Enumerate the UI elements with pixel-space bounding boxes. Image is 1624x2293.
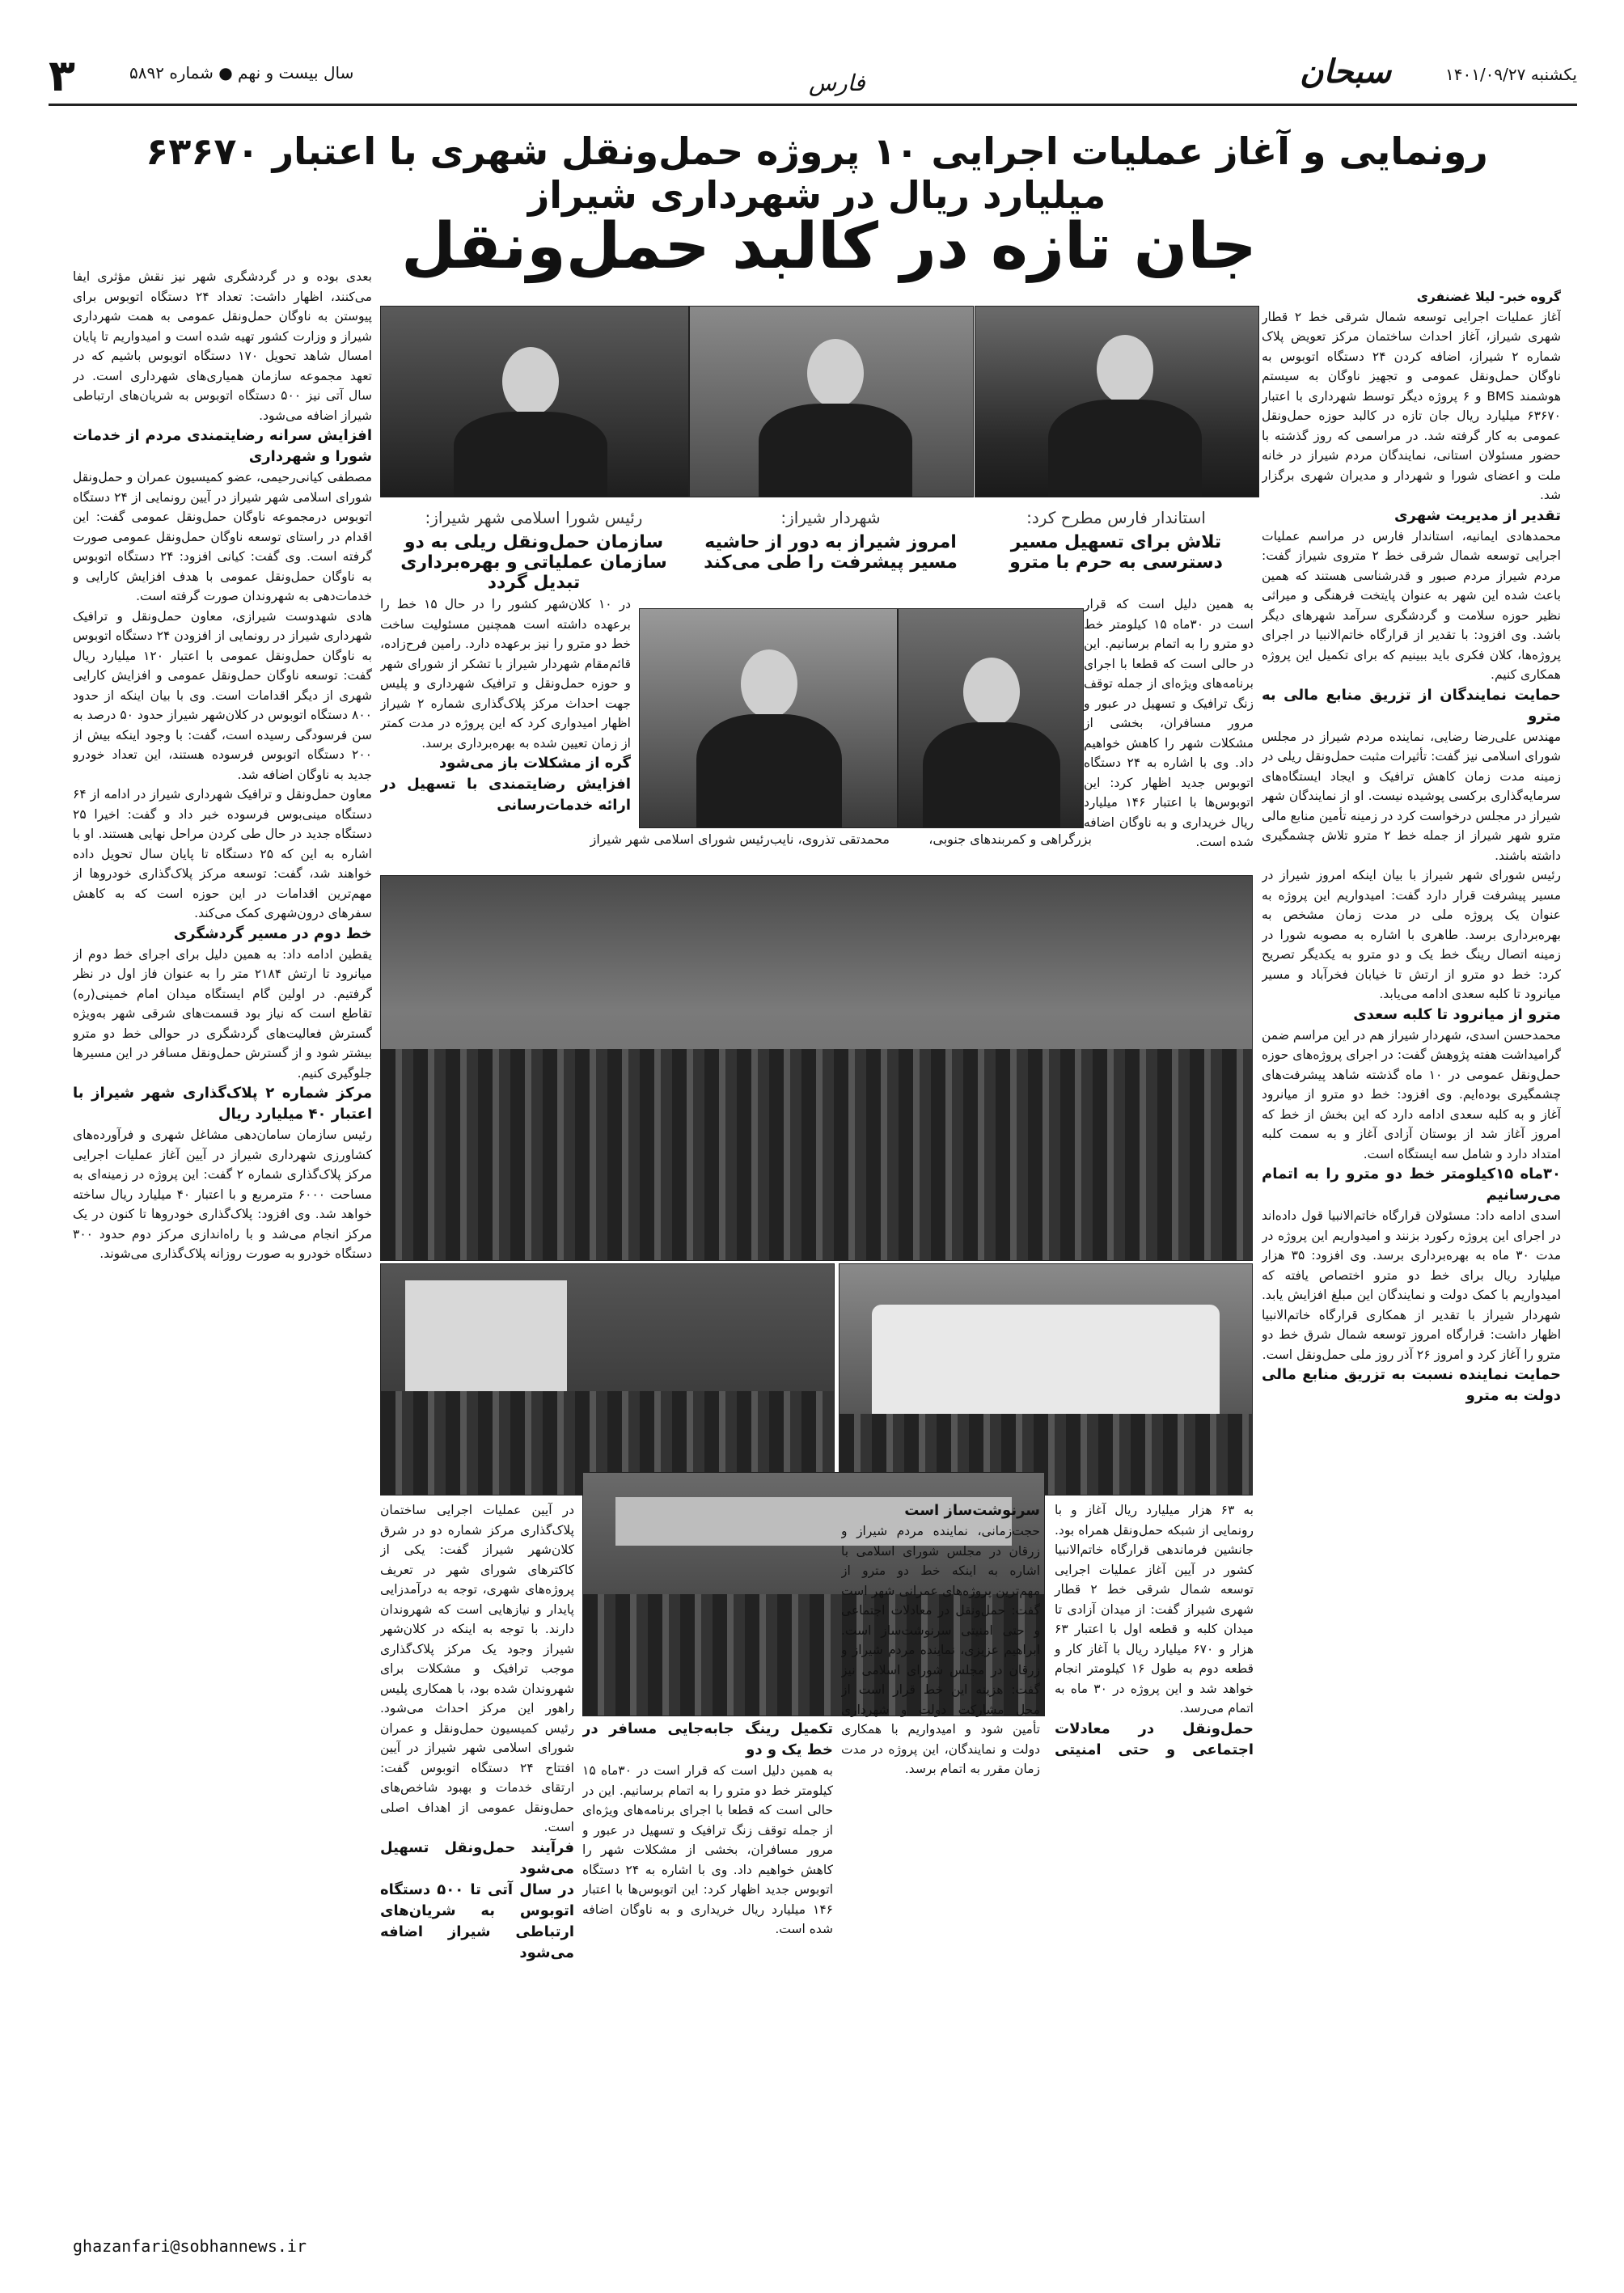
caption-council bbox=[380, 508, 687, 593]
body-paragraph: به همین دلیل است که قرار است در ۳۰ماه ۱۵ کیلومتر خط دو مترو را به اتمام برسانیم. این در حالی است که قطعا با اجرای برنامه‌های ویژه‌ای از جمله توقف زنگ ترافیک و تسهیل در عبور و مرور مسافران، بخشی از مشکلات شهر را کاهش خواهیم داد. وی با اشاره به ۲۴ دستگاه اتوبوس جدید اظهار کرد: این اتوبوس‌ها با اعتبار ۱۴۶ میلیارد ریال خریداری و به ناوگان اضافه شده است. bbox=[582, 1763, 833, 1936]
byline: گروه خبر- لیلا غضنفری bbox=[1416, 290, 1561, 304]
body-paragraph: اسدی ادامه داد: مسئولان قرارگاه خاتم‌الانبیا قول داده‌اند در اجرای این پروژه رکورد بزنند و امیدواریم این پروژه در مدت ۳۰ ماه به بهره‌برداری برسد. وی افزود: ۳۵ هزار میلیارد ریال برای خط دو مترو اختصاص یافته که امیدواریم با کمک دولت و نمایندگان این مبلغ افزایش یابد. شهردار شیراز با تقدیر از همکاری قرارگاه خاتم‌الانبیا اظهار داشت: قرارگاه امروز توسعه شمال شرق خط دو مترو را آغاز کرد و امروز ۲۶ آذر روز ملی حمل‌ونقل است. bbox=[1262, 1208, 1561, 1362]
issue-info: سال بیست و نهم ● شماره ۵۸۹۲ bbox=[129, 63, 354, 82]
photo-mayor bbox=[689, 306, 974, 497]
subhead: حمل‌ونقل در معادلات اجتماعی و حتی امنیتی سرنوشت‌ساز است bbox=[904, 1502, 1254, 1758]
column-left bbox=[73, 267, 372, 2224]
body-paragraph: حجت‌زمانی، نماینده مردم شیراز و زرقان در مجلس شورای اسلامی با اشاره به اینکه خط دو مترو از مهم‌ترین پروژه‌های عمرانی شهر است گفت: حمل‌ونقل در معادلات اجتماعی و حتی امنیتی سرنوشت‌ساز است. ابراهیم عزیزی، نماینده مردم شیراز و زرقان در مجلس شورای اسلامی نیز گفت: هزینه این خط قرار است از محل مشارکت دولت و شهرداری تأمین شود و امیدواریم با همکاری دولت و نمایندگان، این پروژه در مدت زمان مقرر به اتمام برسد. bbox=[841, 1524, 1040, 1776]
body-paragraph: رئیس شورای شهر شیراز با بیان اینکه امروز شیراز در مسیر پیشرفت قرار دارد گفت: امیدواریم این پروژه به عنوان یک پروژه ملی در مدت زمان مشخص به بهره‌برداری برسد. طاهری با اشاره به مصوبه شورا در زمینه اتصال رینگ خط یک و دو مترو به یکدیگر تصریح کرد: خط دو مترو از ارتش تا خیابان فخرآباد و مسیر میانرود تا کلبه سعدی ادامه می‌یابد. bbox=[1262, 868, 1561, 1001]
masthead-rule bbox=[49, 104, 1577, 106]
body-paragraph: هادی شهدوست شیرازی، معاون حمل‌ونقل و ترافیک شهرداری شیراز در رونمایی از افزودن ۲۴ دستگاه اتوبوس به ناوگان حمل‌ونقل عمومی با اعتبار ۱۲۰ میلیارد ریال گفت: توسعه ناوگان حمل‌ونقل عمومی و افزایش کارایی شهری از دیگر اقدامات است. وی با بیان اینکه از حدود ۸۰۰ دستگاه اتوبوس در کلان‌شهر شیراز حدود ۵۰ درصد به سن فرسودگی رسیده است، گفت: با وجود اینکه بیش از ۲۰۰ دستگاه اتوبوس فرسوده هستند، این تعداد خودرو جدید به ناوگان اضافه شد. bbox=[73, 608, 372, 782]
page-number: ۳ bbox=[49, 50, 75, 101]
supra-headline: رونمایی و آغاز عملیات اجرایی ۱۰ پروژه حمل‌ونقل شهری با اعتبار ۶۳۶۷۰ میلیارد ریال در شهرداری شیراز bbox=[146, 129, 1488, 217]
photo-council-head bbox=[380, 306, 689, 497]
subhead: افزایش سرانه رضایتمندی مردم از خدمات شورا و شهرداری bbox=[73, 427, 372, 465]
subhead: ۳۰ماه ۱۵کیلومتر خط دو مترو را به اتمام می‌رسانیم bbox=[1262, 1166, 1561, 1204]
caption-mayor bbox=[689, 508, 972, 573]
body-paragraph: معاون حمل‌ونقل و ترافیک شهرداری شیراز در ادامه از ۶۴ دستگاه مینی‌بوس فرسوده خبر داد و گفت: اخیرا ۲۵ دستگاه جدید در حال طی کردن مراحل نهایی هستند. او با اشاره به این که ۲۵ دستگاه تا پایان سال تحویل داده خواهند شد، گفت: توسعه مرکز پلاک‌گذاری خودروها از مهم‌ترین اقدامات در این حوزه است که به کاهش سفرهای درون‌شهری کمک می‌کند. bbox=[73, 787, 372, 920]
photo-governor bbox=[975, 306, 1259, 497]
body-paragraph: محمدحسن اسدی، شهردار شیراز هم در این مراسم ضمن گرامیداشت هفته پژوهش گفت: در اجرای پروژه‌های حوزه حمل‌ونقل عمومی در ۱۰ ماه گذشته شاهد پیشرفت‌های چشمگیری بوده‌ایم. وی افزود: خط دو مترو از میانرود آغاز و به کلبه سعدی ادامه دارد که این بخش از خط که امروز آغاز شد از بوستان آزادی آغاز و به سمت کلبه امتداد دارد و شامل سه ایستگاه است. bbox=[1262, 1027, 1561, 1161]
section-label: فارس bbox=[809, 70, 865, 96]
body-paragraph: مهندس علی‌رضا رضایی، نماینده مردم شیراز در مجلس شورای اسلامی نیز گفت: تأثیرات مثبت حمل‌ونقل ریلی در زمینه مدت زمان کاهش ترافیک و ایجاد ایستگاه‌های سرمایه‌گذاری برکسی پوشیده نیست. او از نمایندگان شهر شیراز در مجلس درخواست کرد در زمینه تأمین منابع مالی مترو شهر شیراز از جمله خط ۲ مترو تلاش چشمگیری داشته باشند. bbox=[1262, 729, 1561, 863]
body-paragraph: به ۶۳ هزار میلیارد ریال آغاز و با رونمایی از شبکه حمل‌ونقل همراه بود. جانشین فرماندهی قرارگاه خاتم‌الانبیا کشور در آیین آغاز عملیات اجرایی توسعه شمال شرقی خط ۲ قطار شهری شیراز گفت: از میدان آزادی تا میدان کلبه و قطعه اول با اعتبار ۶۳ هزار و ۶۷۰ میلیارد ریال با آغاز کار و قطعه دوم به طول ۱۶ کیلومتر انجام خواهد شد و این پروژه در ۳۰ ماه به اتمام می‌رسد. bbox=[1055, 1503, 1254, 1716]
caption-mayor-quote: امروز شیراز به دور از حاشیه مسیر پیشرفت را طی می‌کند bbox=[704, 532, 958, 573]
subhead: گره از مشکلات باز می‌شود bbox=[438, 755, 631, 772]
author-email[interactable]: ghazanfari@sobhannews.ir bbox=[73, 2236, 307, 2256]
body-paragraph: یقطین ادامه داد: به همین دلیل برای اجرای خط دوم از میانرود تا ارتش ۲۱۸۴ متر را به عنوان فاز اول در نظر گرفتیم. در اولین گام ایستگاه میدان امام خمینی(ره) تقاطع است که نیاز بود قسمت‌های شرقی شهر به‌ویژه گسترش فعالیت‌های گردشگری در حوالی خط دو مترو بیشتر شود و از گسترش حمل‌ونقل مسافر در این مسیرها جلوگیری کنیم. bbox=[73, 946, 372, 1081]
body-paragraph: مصطفی کیانی‌رحیمی، عضو کمیسیون عمران و حمل‌ونقل شورای اسلامی شهر شیراز در آیین رونمایی از ۲۴ دستگاه اتوبوس درمجموعه ناوگان حمل‌ونقل عمومی گفت: این اقدام در راستای توسعه ناوگان حمل‌ونقل عمومی صورت گرفته است. وی گفت: کیانی افزود: ۲۴ دستگاه اتوبوس به ناوگان حمل‌ونقل عمومی با هدف افزایش کارایی و خدمات‌دهی به شهروندان صورت گرفته است. bbox=[73, 470, 372, 603]
body-paragraph: رئیس سازمان سامان‌دهی مشاغل شهری و فرآورده‌های کشاورزی شهرداری شیراز در آیین آغاز عملیات اجرایی مرکز پلاک‌گذاری شماره ۲ گفت: این پروژه در زمینه‌ای به مساحت ۶۰۰۰ مترمربع و با اعتبار ۴۰ میلیارد ریال ساخته خواهد شد. وی افزود: پلاک‌گذاری خودروها تا کنون در یک مرکز انجام می‌شد و با راه‌اندازی مرکز دوم حدود ۳۰۰ دستگاه خودرو به صورت روزانه پلاک‌گذاری می‌شوند. bbox=[73, 1127, 372, 1261]
column-right bbox=[1262, 287, 1561, 2244]
column-bottom-mid-right bbox=[841, 1500, 1254, 2228]
body-paragraph: به همین دلیل است که قرار است در ۳۰ماه ۱۵ کیلومتر خط دو مترو را به اتمام برسانیم. این در حالی است که قطعا با اجرای برنامه‌های ویژه‌ای از جمله توقف زنگ ترافیک و تسهیل در عبور و مرور مسافران، بخشی از مشکلات شهر را کاهش خواهیم داد. وی با اشاره به ۲۴ دستگاه اتوبوس جدید اظهار کرد: این اتوبوس‌ها با اعتبار ۱۴۶ میلیارد ریال خریداری و به ناوگان اضافه شده است. bbox=[1084, 597, 1254, 849]
body-paragraph: در ۱۰ کلان‌شهر کشور را در حال ۱۵ خط را برعهده داشته است همچنین مسئولیت ساخت خط دو مترو را نیز برعهده دارد. رامین فرح‌زاده، قائم‌مقام شهردار شیراز با تشکر از شورای شهر و حوزه حمل‌ونقل و ترافیک شهرداری و پلیس جهت احداث مرکز پلاک‌گذاری شماره ۲ شیراز اظهار امیدواری کرد که این پروژه در مدت کمتر از زمان تعیین شده به بهره‌برداری برسد. bbox=[380, 597, 631, 751]
column-bottom-left bbox=[380, 1500, 574, 2228]
subhead: حمایت نمایندگان از تزریق منابع مالی به مترو bbox=[1262, 686, 1561, 725]
column-bottom-mid bbox=[582, 1719, 833, 2228]
caption-governor bbox=[975, 508, 1258, 573]
subhead: فرآیند حمل‌ونقل تسهیل می‌شود bbox=[380, 1838, 574, 1877]
body-paragraph: بعدی بوده و در گردشگری شهر نیز نقش مؤثری ایفا می‌کنند، اظهار داشت: تعداد ۲۴ دستگاه اتوبوس برای پیوستن به ناوگان حمل‌ونقل عمومی به همت شهرداری شیراز و وزارت کشور تهیه شده است و امیدواریم تا پایان امسال شاهد تحویل ۱۷۰ دستگاه اتوبوس باشیم که در تعهد مجموعه سازمان همیاری‌های شهرداری است. در سال آتی نیز ۵۰۰ دستگاه اتوبوس به شریان‌های ارتباطی شیراز اضافه می‌شود. bbox=[73, 269, 372, 423]
photo-ceremony bbox=[380, 875, 1253, 1261]
subhead: حمایت نماینده نسبت به تزریق منابع مالی دولت به مترو bbox=[1262, 1366, 1561, 1404]
subhead: تکمیل رینگ جابه‌جایی مسافر در خط یک و دو bbox=[582, 1720, 833, 1758]
body-paragraph: آغاز عملیات اجرایی توسعه شمال شرقی خط ۲ قطار شهری شیراز، آغاز احداث ساختمان مرکز تعویض پلاک شماره ۲ شیراز، اضافه کردن ۲۴ دستگاه اتوبوس به ناوگان حمل‌ونقل عمومی و تجهیز ناوگان به سیستم هوشمند BMS و ۶ پروژه دیگر توسط شهرداری با اعتبار ۶۳۶۷۰ میلیارد ریال جان تازه در کالبد حوزه حمل‌ونقل عمومی به کار گرفته شد. در مراسمی که روز گذشته با حضور مسئولان استانی، نمایندگان مردم شیراز در خانه ملت و اعضای شورا و شهردار و مدیران شهری برگزار شد. bbox=[1262, 309, 1561, 502]
subhead: خط دوم در مسیر گردشگری bbox=[173, 924, 372, 942]
photo-bus-unveiling bbox=[839, 1263, 1253, 1496]
caption-mayor-label: شهردار شیراز: bbox=[780, 508, 881, 527]
brand-logo: سبحان bbox=[1300, 53, 1391, 91]
main-headline: جان تازه در کالبد حمل‌ونقل bbox=[401, 210, 1257, 283]
subhead: مرکز شماره ۲ پلاک‌گذاری شهر شیراز با اعتبار ۴۰ میلیارد ریال bbox=[73, 1085, 372, 1123]
masthead bbox=[49, 49, 1577, 104]
subhead: مترو از میانرود تا کلبه سعدی bbox=[1353, 1005, 1561, 1023]
caption-council-label: رئیس شورا اسلامی شهر شیراز: bbox=[425, 508, 643, 527]
subhead: در سال آتی تا ۵۰۰ دستگاه اتوبوس به شریان‌های ارتباطی شیراز اضافه می‌شود bbox=[380, 1881, 574, 1961]
body-paragraph: در آیین عملیات اجرایی ساختمان پلاک‌گذاری مرکز شماره دو در شرق کلان‌شهر شیراز گفت: یکی از کاکترهای شورای شهر در تعریف پروژه‌های شهری، توجه به درآمدزایی پایدار و نیازهایی است که شهروندان دارند. با توجه به اینکه در کلان‌شهر شیراز وجود یک مرکز پلاک‌گذاری موجب ترافیک و مشکلات برای شهروندان شده بود، با همکاری پلیس راهور این مرکز احداث می‌شود. رئیس کمیسیون حمل‌ونقل و عمران شورای اسلامی شهر شیراز در آیین افتتاح ۲۴ دستگاه اتوبوس گفت: ارتقای خدمات و بهبود شاخص‌های حمل‌ونقل عمومی از اهداف اصلی است. bbox=[380, 1503, 574, 1834]
caption-mid-left: محمدتقی تذروی، نایب‌رئیس شورای اسلامی شهر شیراز bbox=[590, 831, 890, 847]
photo-speaker-left bbox=[639, 608, 898, 828]
subhead: تقدیر از مدیریت شهری bbox=[1394, 506, 1561, 524]
caption-council-quote: سازمان حمل‌ونقل ریلی به دو سازمان عملیاتی و بهره‌برداری تبدیل گردد bbox=[400, 532, 667, 593]
issue-date: یکشنبه ۱۴۰۱/۰۹/۲۷ bbox=[1444, 65, 1577, 84]
column-mid-left bbox=[380, 594, 631, 829]
column-mid-right bbox=[1084, 594, 1254, 869]
subhead: افزایش رضایتمندی با تسهیل در ارائه خدمات‌رسانی bbox=[380, 776, 631, 814]
photo-plaque-unveiling bbox=[380, 1263, 835, 1496]
photo-speaker-right bbox=[898, 608, 1084, 828]
caption-mid-right: بزرگراهی و کمربندهای جنوبی، bbox=[928, 831, 1092, 847]
body-paragraph: محمدهادی ایمانیه، استاندار فارس در مراسم عملیات اجرایی توسعه شمال شرقی خط ۲ متروی شیراز گفت: مردم شیراز مردم صبور و قدرشناسی هستند که همین باعث شده این شهر به عنوان پایتخت فرهنگی و میراثی نظیر حوزه سلامت و گردشگری سرآمد شهرهای دیگر باشد. وی افزود: با تقدیر از قرارگاه خاتم‌الانبیا در اجرای پروژه‌ها، کلان فکری باید ببینیم که برای تکمیل این پروژه همکاری کنیم. bbox=[1262, 528, 1561, 682]
caption-governor-quote: تلاش برای تسهیل مسیر دسترسی به حرم با مترو bbox=[1009, 532, 1223, 573]
caption-governor-label: استاندار فارس مطرح کرد: bbox=[1026, 508, 1206, 527]
